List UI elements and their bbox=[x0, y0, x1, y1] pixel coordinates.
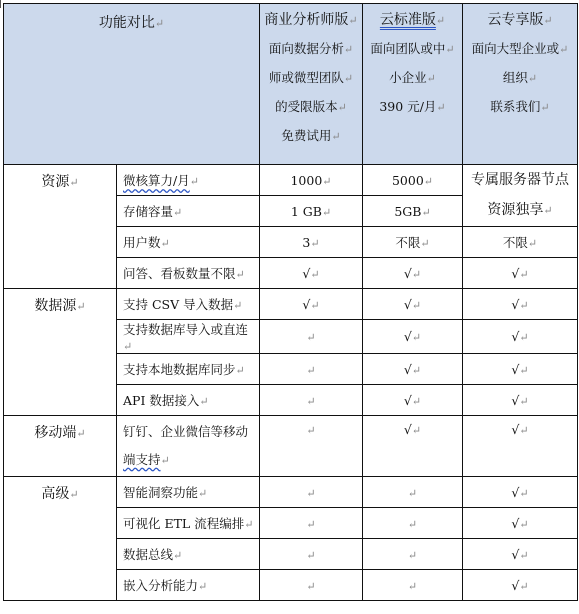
check-cell: ↵ bbox=[260, 477, 363, 508]
comparison-document bbox=[3, 3, 577, 601]
check-cell: √↵ bbox=[463, 477, 578, 508]
check-cell: √↵ bbox=[363, 320, 463, 354]
header-plan-analyst bbox=[260, 4, 363, 165]
plan-desc-line: 组织↵ bbox=[502, 70, 538, 85]
check-cell: √↵ bbox=[463, 385, 578, 416]
feature-cell: 钉钉、企业微信等移动 端支持↵ bbox=[117, 416, 260, 477]
feature-cell: 存储容量↵ bbox=[117, 196, 260, 227]
category-cell: 数据源↵ bbox=[4, 289, 117, 416]
check-cell: √↵ bbox=[260, 289, 363, 320]
value-cell: 5000↵ bbox=[363, 165, 463, 196]
table-row bbox=[4, 289, 578, 320]
feature-cell: 支持数据库导入或直连↵ bbox=[117, 320, 260, 354]
category-cell: 资源↵ bbox=[4, 165, 117, 289]
check-cell: √↵ bbox=[463, 320, 578, 354]
header-plan-enterprise bbox=[463, 4, 578, 165]
check-cell: ↵ bbox=[363, 570, 463, 601]
value-cell: 1000↵ bbox=[260, 165, 363, 196]
check-cell: √↵ bbox=[363, 289, 463, 320]
feature-cell: 支持 CSV 导入数据↵ bbox=[117, 289, 260, 320]
check-cell: ↵ bbox=[363, 539, 463, 570]
plan-desc-line: 小企业↵ bbox=[389, 70, 436, 85]
feature-cell: API 数据接入↵ bbox=[117, 385, 260, 416]
feature-cell: 可视化 ETL 流程编排↵ bbox=[117, 508, 260, 539]
value-cell: 3↵ bbox=[260, 227, 363, 258]
feature-cell: 智能洞察功能↵ bbox=[117, 477, 260, 508]
plan-name: 云标准版↵ bbox=[379, 12, 446, 28]
category-cell: 移动端↵ bbox=[4, 416, 117, 477]
plan-desc-line: 面向大型企业或↵ bbox=[471, 41, 569, 56]
check-cell: ↵ bbox=[260, 508, 363, 539]
plan-price: 390 元/月↵ bbox=[379, 99, 446, 114]
table-row bbox=[4, 165, 578, 196]
check-cell: √↵ bbox=[463, 539, 578, 570]
feature-comparison-table bbox=[3, 3, 578, 601]
check-cell: √↵ bbox=[363, 258, 463, 289]
value-cell: 不限↵ bbox=[363, 227, 463, 258]
check-cell: ↵ bbox=[260, 570, 363, 601]
value-cell-merged: 专属服务器节点资源独享↵ bbox=[463, 165, 578, 227]
value-cell: 5GB↵ bbox=[363, 196, 463, 227]
feature-cell: 问答、看板数量不限↵ bbox=[117, 258, 260, 289]
check-cell: √↵ bbox=[463, 416, 578, 477]
plan-desc-line: 面向数据分析↵ bbox=[268, 41, 354, 56]
check-cell: ↵ bbox=[260, 416, 363, 477]
check-cell: √↵ bbox=[463, 508, 578, 539]
feature-cell: 用户数↵ bbox=[117, 227, 260, 258]
table-row bbox=[4, 477, 578, 508]
check-cell: ↵ bbox=[260, 354, 363, 385]
feature-cell: 微核算力/月↵ bbox=[117, 165, 260, 196]
plan-desc-line: 的受限版本↵ bbox=[275, 99, 347, 114]
plan-name: 商业分析师版↵ bbox=[264, 12, 358, 28]
plan-desc-line: 面向团队或中↵ bbox=[370, 41, 455, 56]
plan-price: 免费试用↵ bbox=[281, 128, 341, 143]
check-cell: ↵ bbox=[260, 320, 363, 354]
header-plan-standard bbox=[363, 4, 463, 165]
check-cell: ↵ bbox=[363, 508, 463, 539]
check-cell: √↵ bbox=[363, 416, 463, 477]
header-feature-label: 功能对比 bbox=[98, 15, 155, 31]
table-row bbox=[4, 416, 578, 477]
check-cell: √↵ bbox=[463, 354, 578, 385]
header-feature-cell: 功能对比↵ bbox=[4, 4, 260, 165]
plan-price: 联系我们↵ bbox=[490, 99, 550, 114]
check-cell: √↵ bbox=[463, 258, 578, 289]
check-cell: ↵ bbox=[260, 385, 363, 416]
feature-cell: 支持本地数据库同步↵ bbox=[117, 354, 260, 385]
check-cell: √↵ bbox=[463, 570, 578, 601]
check-cell: √↵ bbox=[260, 258, 363, 289]
feature-cell: 数据总线↵ bbox=[117, 539, 260, 570]
check-cell: √↵ bbox=[463, 289, 578, 320]
value-cell: 不限↵ bbox=[463, 227, 578, 258]
plan-name: 云专享版↵ bbox=[487, 12, 553, 28]
feature-cell: 嵌入分析能力↵ bbox=[117, 570, 260, 601]
check-cell: √↵ bbox=[363, 354, 463, 385]
check-cell: ↵ bbox=[260, 539, 363, 570]
check-cell: √↵ bbox=[363, 385, 463, 416]
check-cell: ↵ bbox=[363, 477, 463, 508]
plan-desc-line: 师或微型团队↵ bbox=[268, 70, 354, 85]
category-cell: 高级↵ bbox=[4, 477, 117, 601]
header-row bbox=[4, 4, 578, 165]
value-cell: 1 GB↵ bbox=[260, 196, 363, 227]
